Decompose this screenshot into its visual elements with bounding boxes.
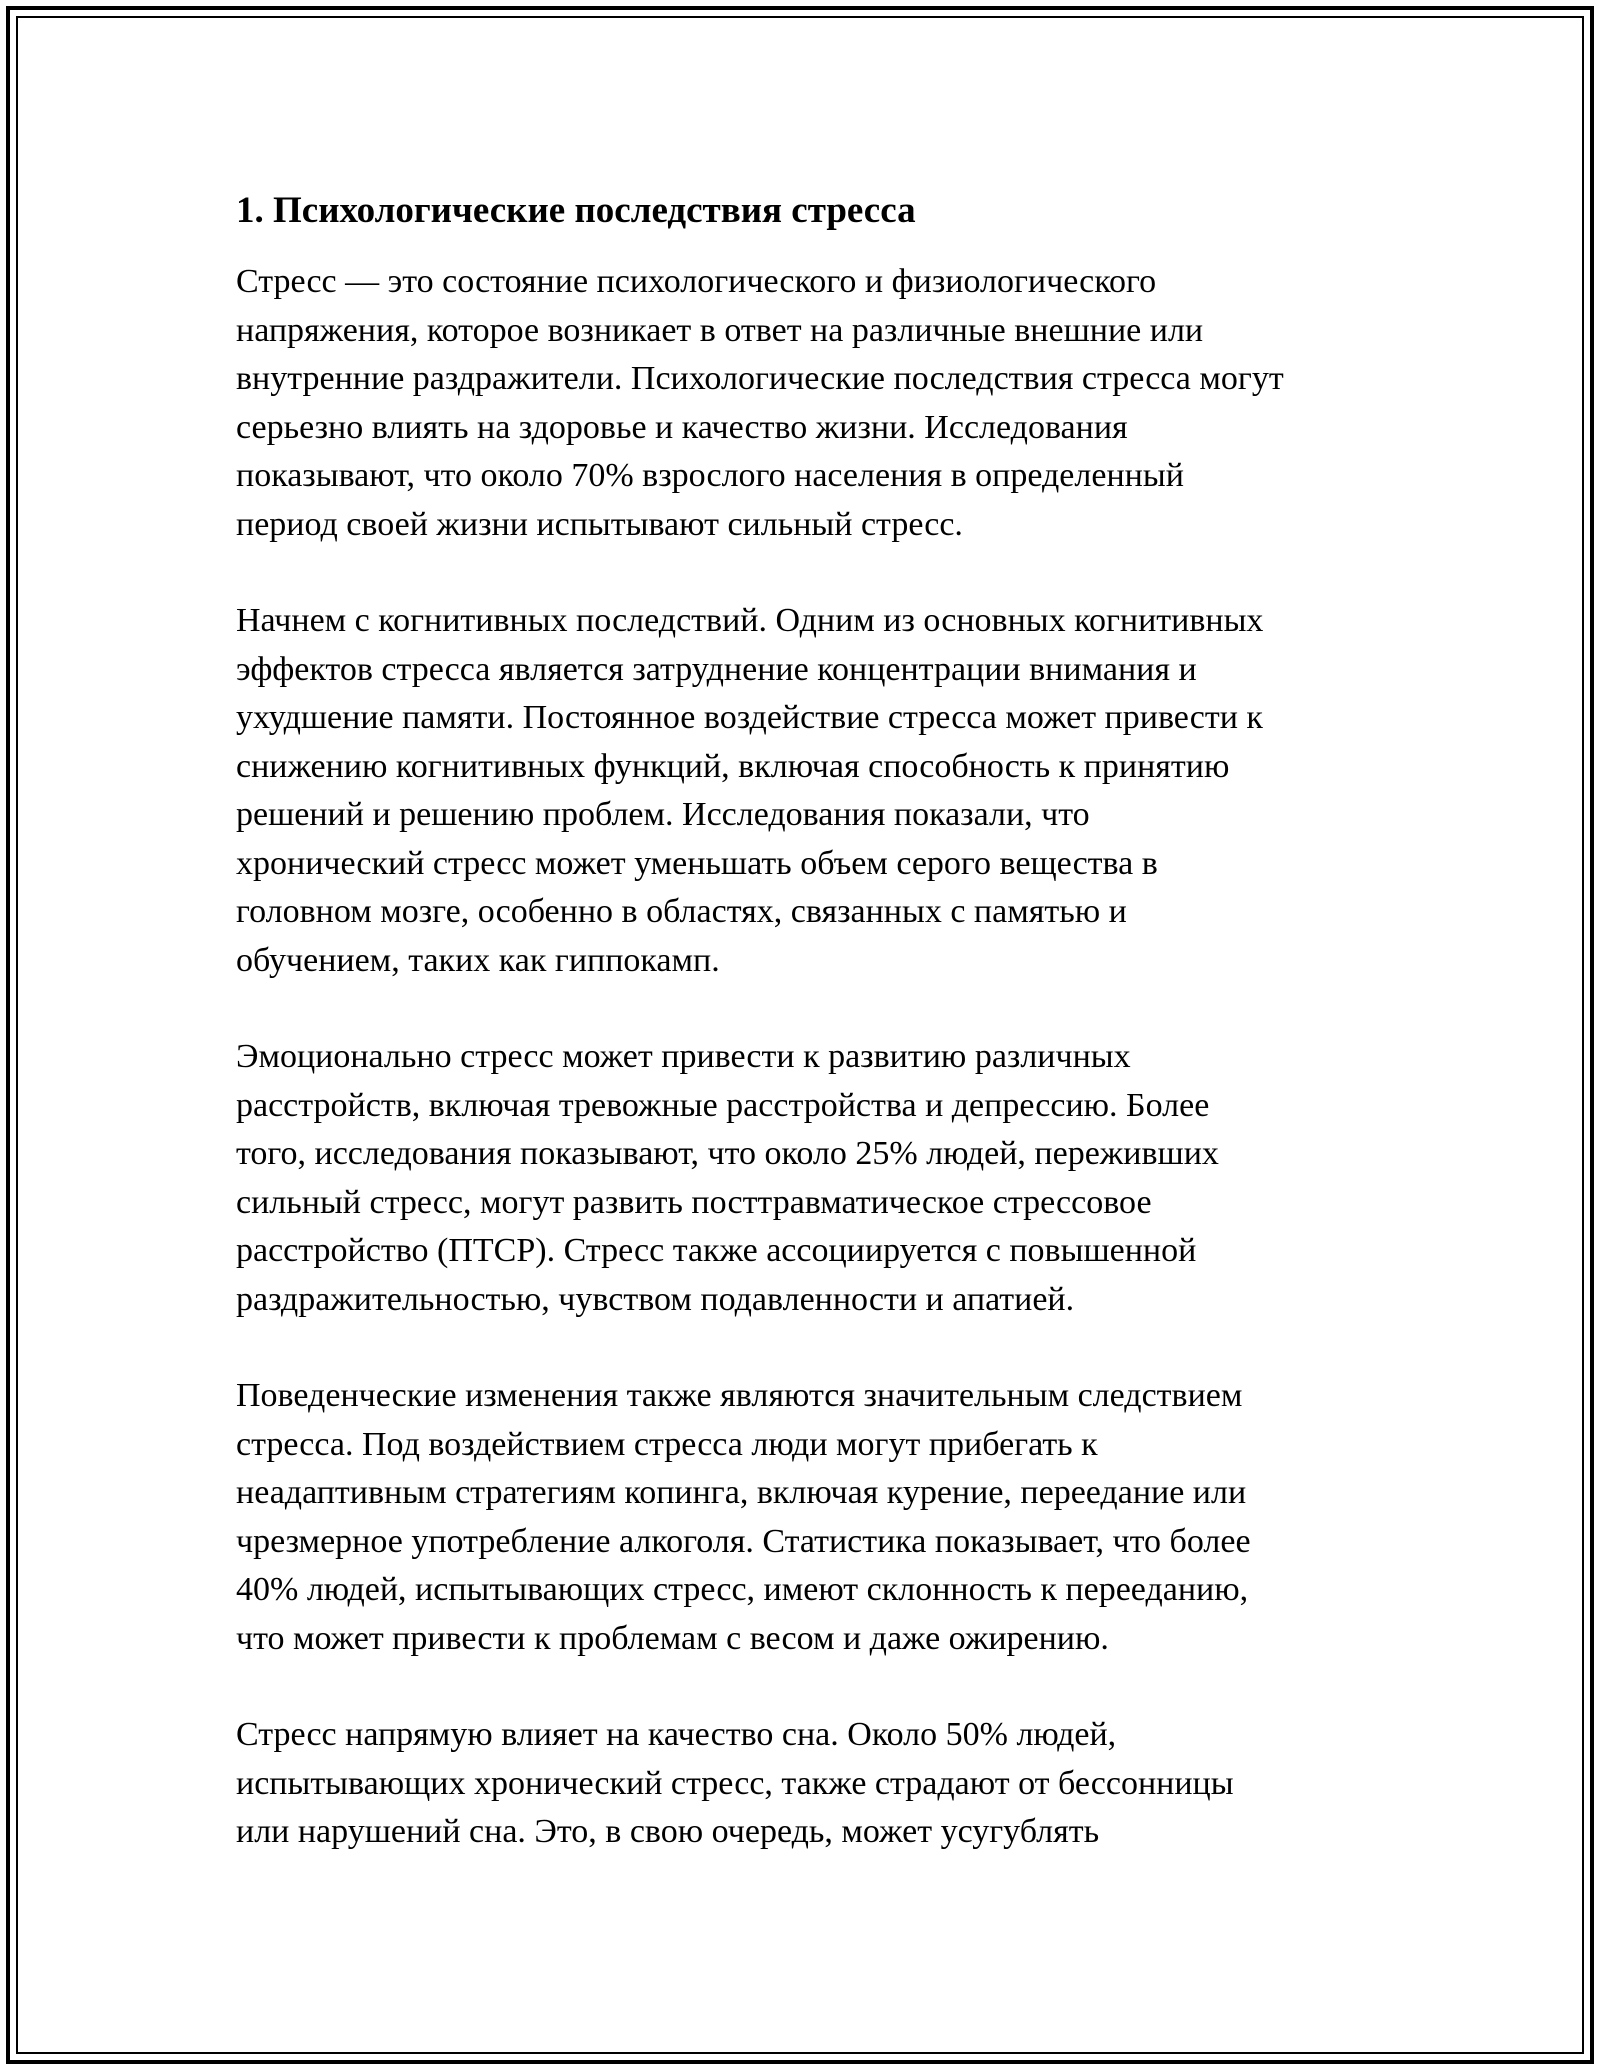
text-line: сильный стресс, могут развить посттравматическое стрессовое [236, 1183, 1152, 1221]
section-heading: 1. Психологические последствия стресса [236, 190, 916, 231]
text-line: эффектов стресса является затруднение концентрации внимания и [236, 650, 1197, 688]
text-line: испытывающих хронический стресс, также страдают от бессонницы [236, 1764, 1234, 1802]
paragraph-behavioral [236, 1372, 1376, 1663]
text-line: что может привести к проблемам с весом и даже ожирению. [236, 1619, 1109, 1657]
text-line: раздражительностью, чувством подавленности и апатией. [236, 1280, 1075, 1318]
text-line: решений и решению проблем. Исследования показали, что [236, 796, 1090, 833]
text-line: чрезмерное употребление алкоголя. Статистика показывает, что более [236, 1522, 1251, 1560]
paragraph-emotional [236, 1033, 1376, 1324]
paragraph-intro [236, 258, 1376, 549]
text-line: стресса. Под воздействием стресса люди могут прибегать к [236, 1425, 1098, 1463]
paragraph-sleep [236, 1711, 1376, 1857]
text-line: Поведенческие изменения также являются значительным следствием [236, 1377, 1243, 1414]
text-line: того, исследования показывают, что около 25% людей, переживших [236, 1135, 1219, 1172]
text-line: показывают, что около 70% взрослого населения в определенный [236, 457, 1184, 494]
text-line: 40% людей, испытывающих стресс, имеют склонность к перееданию, [236, 1571, 1249, 1608]
text-line: Начнем с когнитивных последствий. Одним из основных когнитивных [236, 602, 1264, 639]
text-line: Стресс — это состояние психологического и физиологического [236, 263, 1157, 300]
text-line: головном мозге, особенно в областях, связанных с памятью и [236, 893, 1127, 930]
text-line: серьезно влиять на здоровье и качество жизни. Исследования [236, 408, 1128, 446]
text-line: напряжения, которое возникает в ответ на различные внешние или [236, 311, 1204, 349]
text-line: неадаптивным стратегиям копинга, включая курение, переедание или [236, 1474, 1247, 1511]
text-line: период своей жизни испытывают сильный стресс. [236, 505, 963, 543]
text-line: Стресс напрямую влияет на качество сна. Около 50% людей, [236, 1716, 1117, 1753]
paragraph-cognitive [236, 597, 1376, 985]
text-line: расстройств, включая тревожные расстройства и депрессию. Более [236, 1086, 1210, 1124]
text-line: обучением, таких как гиппокамп. [236, 941, 720, 979]
text-line: расстройство (ПТСР). Стресс также ассоциируется с повышенной [236, 1232, 1197, 1269]
text-line: ухудшение памяти. Постоянное воздействие стресса может привести к [236, 699, 1263, 736]
text-line: снижению когнитивных функций, включая способность к принятию [236, 747, 1230, 785]
text-line: хронический стресс может уменьшать объем серого вещества в [236, 844, 1158, 882]
text-line: Эмоционально стресс может привести к развитию различных [236, 1038, 1131, 1075]
document-body [236, 186, 1376, 1905]
text-line: внутренние раздражители. Психологические последствия стресса могут [236, 360, 1284, 397]
text-line: или нарушений сна. Это, в свою очередь, может усугублять [236, 1813, 1100, 1850]
